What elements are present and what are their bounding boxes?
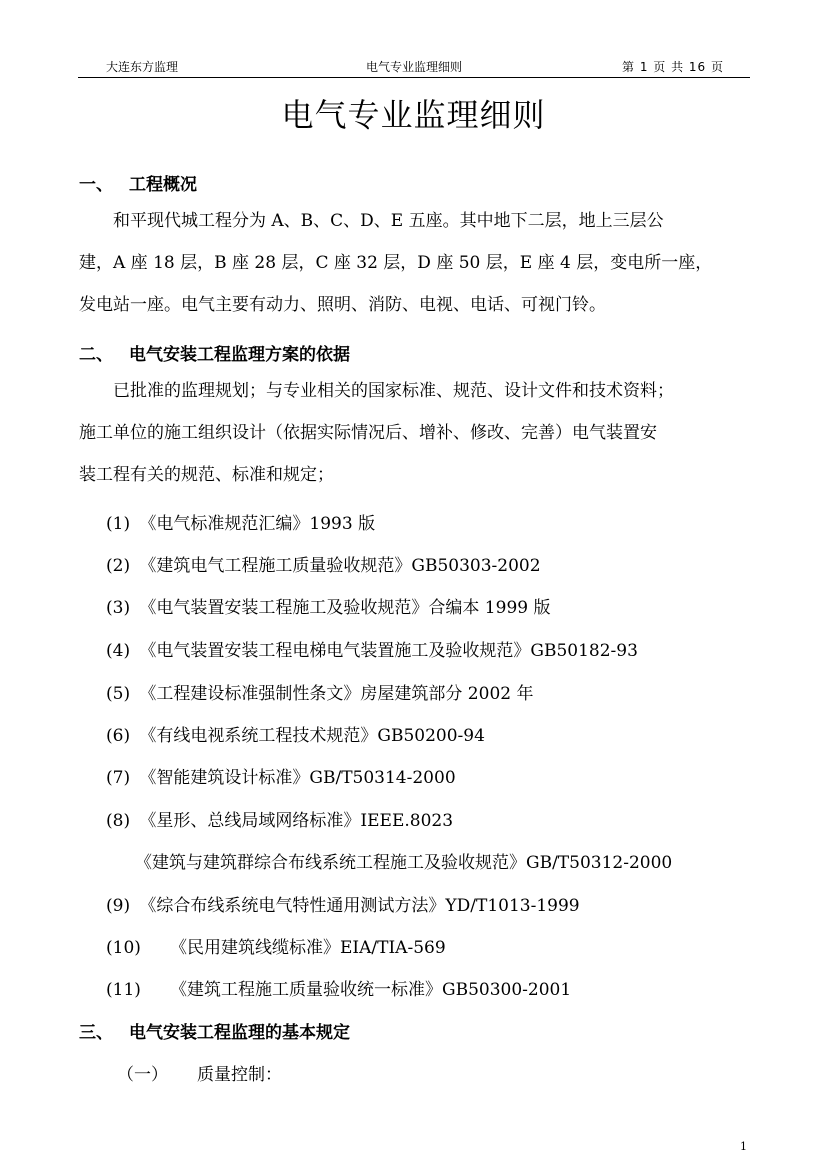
paragraph-line: 施工单位的施工组织设计（依据实际情况后、增补、修改、完善）电气装置安 xyxy=(79,423,657,443)
list-item xyxy=(106,593,550,618)
list-item xyxy=(106,933,446,958)
list-item-continuation xyxy=(135,848,672,873)
list-item-number: (9) xyxy=(106,896,131,916)
section-title: 电气安装工程监理的基本规定 xyxy=(129,1023,350,1043)
list-item-text: 《电气装置安装工程电梯电气装置施工及验收规范》GB50182-93 xyxy=(139,641,638,661)
paragraph-text: 和平现代城工程分为 A、B、C、D、E 五座。其中地下二层，地上三层公 xyxy=(113,211,664,231)
header-doc-title: 电气专业监理细则 xyxy=(365,60,462,74)
list-item xyxy=(106,763,456,788)
list-item xyxy=(106,891,580,916)
list-item xyxy=(106,509,375,534)
section-number: 三、 xyxy=(79,1023,113,1043)
list-item xyxy=(106,721,485,746)
list-item-number: (7) xyxy=(106,768,131,788)
list-item-text: 《智能建筑设计标准》GB/T50314-2000 xyxy=(139,768,456,788)
paragraph-line: 装工程有关的规范、标准和规定； xyxy=(79,465,334,485)
list-item xyxy=(106,636,638,661)
section-heading-3 xyxy=(79,1018,350,1043)
subsection-number: （一） xyxy=(117,1065,168,1085)
list-item-text: 《电气标准规范汇编》1993 版 xyxy=(139,514,376,534)
list-item-text: 《工程建设标准强制性条文》房屋建筑部分 2002 年 xyxy=(139,684,534,704)
paragraph-line xyxy=(79,370,749,412)
list-item-number: (8) xyxy=(106,811,131,831)
list-item-text: 《电气装置安装工程施工及验收规范》合编本 1999 版 xyxy=(139,598,551,618)
list-item-number: (5) xyxy=(106,684,131,704)
list-item xyxy=(106,551,541,576)
paragraph-line xyxy=(79,200,749,242)
list-item-text: 《建筑与建筑群综合布线系统工程施工及验收规范》GB/T50312-2000 xyxy=(135,853,673,873)
paragraph-basis xyxy=(79,370,749,496)
list-item-text: 《建筑工程施工质量验收统一标准》GB50300-2001 xyxy=(170,980,572,1000)
list-item-number: (11) xyxy=(106,980,141,1000)
section-heading-2 xyxy=(79,340,350,365)
page-header xyxy=(78,58,750,78)
section-number: 二、 xyxy=(79,345,113,365)
subsection-title: 质量控制： xyxy=(197,1065,282,1085)
section-title: 工程概况 xyxy=(129,175,197,195)
section-heading-1 xyxy=(79,170,197,195)
list-item-number: (6) xyxy=(106,726,131,746)
page-number: 1 xyxy=(740,1140,747,1153)
paragraph-overview xyxy=(79,200,749,326)
list-item-number: (2) xyxy=(106,556,131,576)
list-item-number: (3) xyxy=(106,598,131,618)
list-item xyxy=(106,679,533,704)
list-item-text: 《建筑电气工程施工质量验收规范》GB50303-2002 xyxy=(139,556,541,576)
paragraph-text: 已批准的监理规划；与专业相关的国家标准、规范、设计文件和技术资料； xyxy=(113,381,674,401)
list-item-text: 《星形、总线局域网络标准》IEEE.8023 xyxy=(139,811,454,831)
paragraph-line: 建，A 座 18 层，B 座 28 层，C 座 32 层，D 座 50 层，E 座 4 层，变电所一座， xyxy=(79,253,713,273)
header-company: 大连东方监理 xyxy=(106,60,179,74)
list-item-text: 《有线电视系统工程技术规范》GB50200-94 xyxy=(139,726,485,746)
list-item xyxy=(106,975,571,1000)
header-page-info: 第 1 页 共 16 页 xyxy=(622,60,724,74)
list-item-number: (4) xyxy=(106,641,131,661)
document-title: 电气专业监理细则 xyxy=(281,96,546,134)
section-title: 电气安装工程监理方案的依据 xyxy=(129,345,350,365)
list-item-number: (1) xyxy=(106,514,131,534)
header-divider xyxy=(78,77,750,78)
list-item xyxy=(106,806,453,831)
list-item-text: 《综合布线系统电气特性通用测试方法》YD/T1013-1999 xyxy=(139,896,580,916)
section-number: 一、 xyxy=(79,175,113,195)
paragraph-line: 发电站一座。电气主要有动力、照明、消防、电视、电话、可视门铃。 xyxy=(79,295,606,315)
list-item-number: (10) xyxy=(106,938,141,958)
subsection-heading xyxy=(117,1060,282,1085)
list-item-text: 《民用建筑线缆标准》EIA/TIA-569 xyxy=(170,938,446,958)
